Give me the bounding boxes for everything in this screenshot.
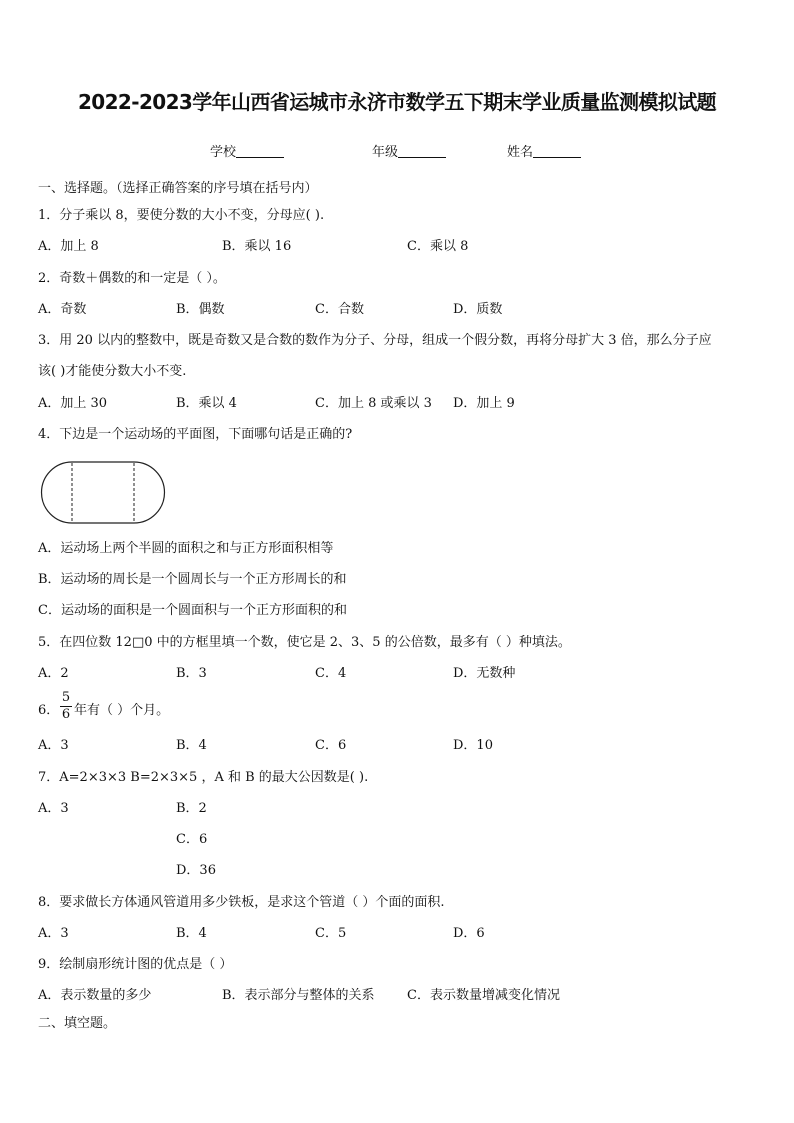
fraction-numerator: 5 [61, 690, 71, 705]
q8-option-d: D．6 [453, 926, 485, 941]
question-5-stem: 5．在四位数 12□0 中的方框里填一个数，使它是 2、3、5 的公倍数，最多有（ ）种填法。 [38, 635, 571, 650]
q6-option-b: B．4 [176, 738, 207, 753]
q3-option-a: A．加上 30 [38, 396, 108, 411]
q2-option-b: B．偶数 [176, 302, 225, 317]
track-outline [42, 462, 165, 523]
q1-option-c: C．乘以 8 [407, 239, 469, 254]
q9-option-b: B．表示部分与整体的关系 [222, 988, 375, 1003]
name-label: 姓名 [507, 145, 534, 160]
question-7-stem: 7．A=2×3×3 B=2×3×5 ，A 和 B 的最大公因数是( ). [38, 770, 369, 785]
q8-option-b: B．4 [176, 926, 207, 941]
grade-blank[interactable] [398, 145, 446, 158]
q3-option-b: B．乘以 4 [176, 396, 237, 411]
q1-option-a: A．加上 8 [38, 239, 99, 254]
section-heading-fill-in: 二、填空题。 [38, 1016, 117, 1031]
q6-option-a: A．3 [38, 738, 69, 753]
sports-field-diagram [38, 460, 168, 525]
name-blank[interactable] [533, 145, 581, 158]
question-9-stem: 9．绘制扇形统计图的优点是（ ） [38, 957, 233, 972]
q6-option-d: D．10 [453, 738, 493, 753]
q4-option-a: A．运动场上两个半圆的面积之和与正方形面积相等 [38, 541, 334, 556]
grade-label: 年级 [372, 145, 399, 160]
q2-option-a: A．奇数 [38, 302, 87, 317]
q7-option-b: B．2 [176, 801, 207, 816]
q8-option-c: C．5 [315, 926, 347, 941]
page-title: 2022-2023学年山西省运城市永济市数学五下期末学业质量监测模拟试题 [77, 90, 717, 114]
q2-option-d: D．质数 [453, 302, 503, 317]
q4-option-b: B．运动场的周长是一个圆周长与一个正方形周长的和 [38, 572, 347, 587]
q9-option-a: A．表示数量的多少 [38, 988, 152, 1003]
school-label: 学校 [210, 145, 237, 160]
q8-option-a: A．3 [38, 926, 69, 941]
question-1-stem: 1．分子乘以 8，要使分数的大小不变，分母应( ). [38, 208, 325, 223]
q6-option-c: C．6 [315, 738, 347, 753]
grade-field [372, 141, 446, 160]
q7-option-a: A．3 [38, 801, 69, 816]
q3-option-d: D．加上 9 [453, 396, 515, 411]
fraction-denominator: 6 [61, 707, 71, 722]
q2-option-c: C．合数 [315, 302, 364, 317]
q5-option-b: B．3 [176, 666, 207, 681]
q4-option-c: C．运动场的面积是一个圆面积与一个正方形面积的和 [38, 603, 347, 618]
school-field [210, 141, 284, 160]
q1-option-b: B．乘以 16 [222, 239, 292, 254]
question-6-stem: 年有（ ）个月。 [74, 703, 170, 718]
q9-option-c: C．表示数量增减变化情况 [407, 988, 560, 1003]
q5-option-d: D．无数种 [453, 666, 516, 681]
q3-option-c: C．加上 8 或乘以 3 [315, 396, 432, 411]
question-3-stem-line1: 3．用 20 以内的整数中，既是奇数又是合数的数作为分子、分母，组成一个假分数，再将分母扩大 3 倍，那么分子应 [38, 333, 712, 348]
q5-option-c: C．4 [315, 666, 347, 681]
question-8-stem: 8．要求做长方体通风管道用多少铁板，是求这个管道（ ）个面的面积. [38, 895, 445, 910]
question-2-stem: 2．奇数＋偶数的和一定是（ ）。 [38, 271, 226, 286]
q7-option-d: D．36 [176, 863, 216, 878]
question-6-number: 6． [38, 703, 60, 718]
q7-option-c: C．6 [176, 832, 208, 847]
section-heading-choice: 一、选择题。（选择正确答案的序号填在括号内） [38, 181, 318, 196]
question-4-stem: 4．下边是一个运动场的平面图，下面哪句话是正确的? [38, 427, 353, 442]
school-blank[interactable] [236, 145, 284, 158]
five-sixths-fraction [60, 691, 72, 722]
question-3-stem-line2: 该( )才能使分数大小不变. [38, 364, 187, 379]
name-field [507, 141, 581, 160]
q5-option-a: A．2 [38, 666, 69, 681]
